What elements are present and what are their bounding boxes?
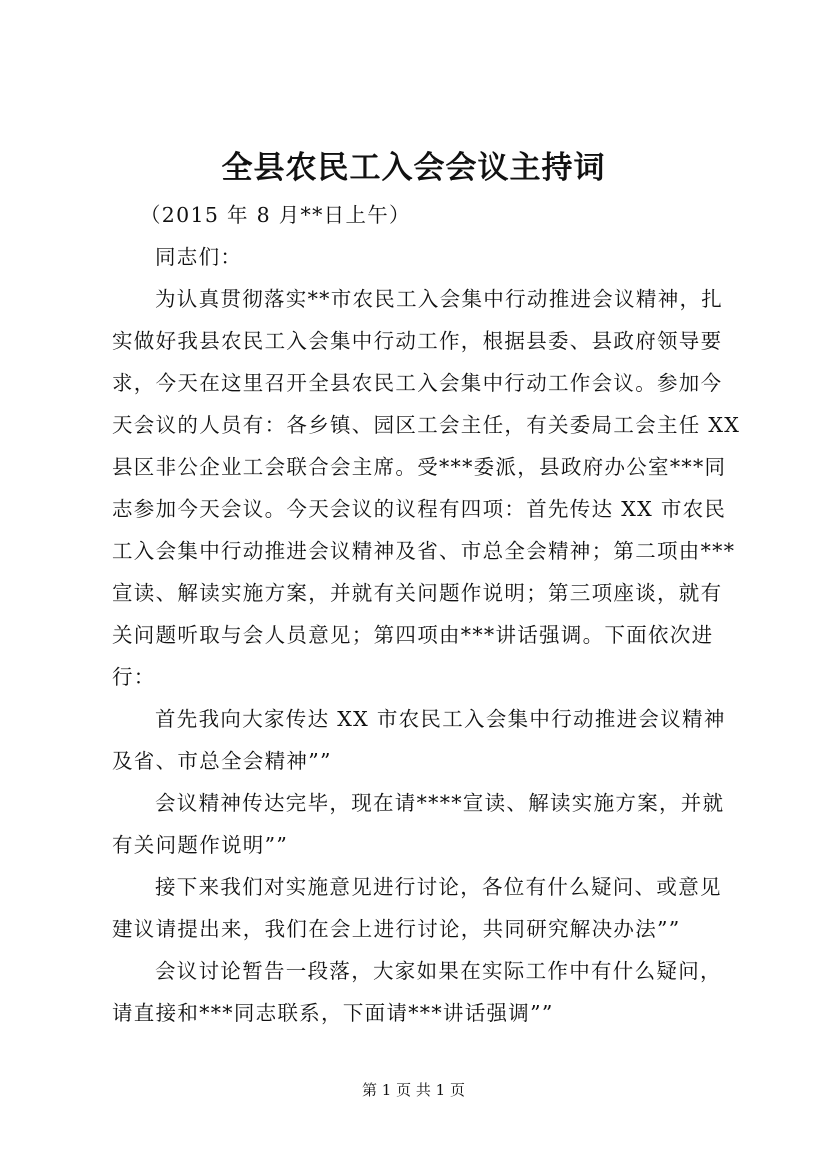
paragraph-line: 天会议的人员有：各乡镇、园区工会主任，有关委局工会主任 XX	[112, 413, 741, 437]
paragraph-line: 志参加今天会议。今天会议的议程有四项：首先传达 XX 市农民	[112, 497, 727, 521]
paragraph-line: 首先我向大家传达 XX 市农民工入会集中行动推进会议精神	[155, 707, 726, 731]
paragraph-line: 及省、市总全会精神””	[112, 749, 332, 773]
paragraph-line: 请直接和***同志联系，下面请***讲话强调””	[112, 1001, 554, 1025]
paragraph-line: 求，今天在这里召开全县农民工入会集中行动工作会议。参加今	[112, 371, 723, 395]
paragraph-line: 县区非公企业工会联合会主席。受***委派，县政府办公室***同	[112, 455, 727, 479]
paragraph-line: 实做好我县农民工入会集中行动工作，根据县委、县政府领导要	[112, 329, 723, 353]
paragraph-line: 有关问题作说明””	[112, 833, 289, 857]
paragraph-line: 宣读、解读实施方案，并就有关问题作说明；第三项座谈，就有	[112, 581, 723, 605]
document-title: 全县农民工入会会议主持词	[221, 150, 606, 186]
paragraph-line: 关问题听取与会人员意见；第四项由***讲话强调。下面依次进	[112, 623, 714, 647]
paragraph-line: 建议请提出来，我们在会上进行讨论，共同研究解决办法””	[112, 917, 681, 941]
date-line: （2015 年 8 月**日上午）	[140, 203, 411, 227]
paragraph-line: 工入会集中行动推进会议精神及省、市总全会精神；第二项由***	[112, 539, 736, 563]
paragraph-line: 为认真贯彻落实**市农民工入会集中行动推进会议精神，扎	[155, 287, 724, 311]
page-number-footer: 第 1 页 共 1 页	[362, 1081, 465, 1099]
paragraph-line: 会议精神传达完毕，现在请****宣读、解读实施方案，并就	[155, 791, 725, 815]
salutation: 同志们：	[155, 245, 243, 269]
paragraph-line: 接下来我们对实施意见进行讨论，各位有什么疑问、或意见	[155, 875, 722, 899]
paragraph-line: 会议讨论暂告一段落，大家如果在实际工作中有什么疑问，	[155, 959, 722, 983]
paragraph-line: 行：	[112, 665, 156, 689]
